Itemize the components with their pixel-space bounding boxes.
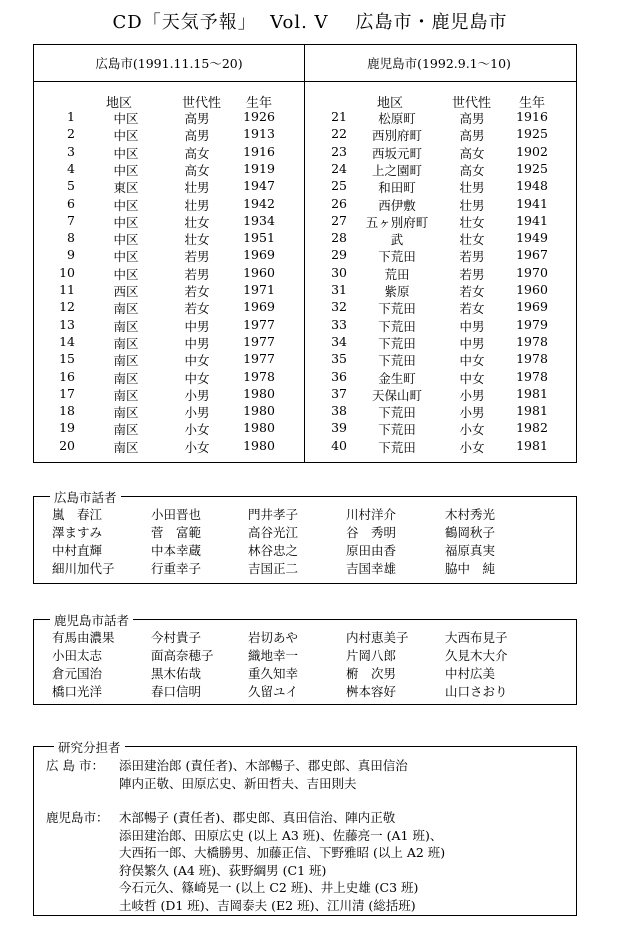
speaker-birth-year: 1979 [516,316,548,332]
narrator-name: 川村洋介 [346,507,397,522]
narrator-name: 山口さおり [445,684,508,699]
researchers-hiroshima-label: 広 島 市： [46,758,104,773]
speaker-birth-year: 1969 [243,247,275,263]
speaker-number: 16 [59,368,75,384]
table-row [34,161,574,178]
speaker-generation: 中男 [184,335,210,351]
narrator-name: 橋口光洋 [52,684,103,699]
speaker-number: 26 [331,195,347,211]
narrator-name: 内村恵美子 [346,630,409,645]
speaker-number: 12 [59,299,75,315]
speaker-number: 27 [331,212,347,228]
table-row [34,369,574,386]
narrator-name: 吉国正二 [248,561,299,576]
speaker-number: 13 [59,316,75,332]
speaker-birth-year: 1978 [516,368,548,384]
speaker-birth-year: 1913 [243,126,275,142]
researcher-line: 陣内正敬、田原広史、新田哲夫、吉田則夫 [119,775,357,791]
speaker-generation: 中男 [459,335,485,351]
speaker-area: 南区 [113,405,139,421]
speaker-birth-year: 1925 [516,126,548,142]
speaker-generation: 壮女 [184,232,210,248]
speaker-birth-year: 1980 [243,403,275,419]
narrator-name: 有馬由濃果 [52,630,115,645]
narrator-name: 菅 富範 [151,525,202,540]
speaker-generation: 壮男 [459,197,485,213]
researcher-line: 土岐哲 (D1 班)、吉岡泰夫 (E2 班)、江川清 (総括班) [119,897,416,913]
speaker-birth-year: 1951 [243,230,275,246]
speaker-generation: 小男 [459,405,485,421]
speaker-area: 松原町 [378,111,416,126]
kagoshima-heading: 鹿児島市(1992.9.1～10) [367,56,511,71]
narrator-name: 岩切あや [248,630,299,645]
speaker-generation: 小女 [184,439,210,455]
left-col-year: 生年 [246,96,273,111]
researcher-line: 添田建治郎、田原広史 (以上 A3 班)、佐藤亮一 (A1 班)、 [119,827,443,843]
speaker-area: 中区 [113,128,139,144]
speaker-generation: 壮男 [184,180,210,196]
narrator-name: 高谷光江 [248,525,299,540]
speaker-birth-year: 1980 [243,385,275,401]
speaker-generation: 高女 [459,145,485,161]
table-row [34,386,574,403]
speaker-number: 33 [331,316,347,332]
right-col-year: 生年 [519,96,546,111]
speaker-area: 西坂元町 [371,145,422,161]
speaker-generation: 若女 [184,301,210,317]
speaker-number: 39 [331,420,347,436]
hiroshima-heading: 広島市(1991.11.15～20) [95,56,243,71]
table-row [34,438,574,455]
speaker-birth-year: 1960 [516,282,548,297]
speaker-area: 金生町 [378,370,416,386]
narrator-name: 片岡八郎 [346,648,397,663]
speaker-number: 18 [59,403,75,419]
researcher-line: 狩俣繁久 (A4 班)、荻野綱男 (C1 班) [119,862,327,878]
speaker-generation: 高男 [184,111,210,126]
narrator-name: 脇中 純 [445,561,496,576]
speaker-area: 南区 [113,387,139,403]
researcher-line: 木部暢子 (責任者)、郡史郎、真田信治、陣内正敬 [119,810,396,825]
speaker-area: 下荒田 [378,249,416,265]
speaker-number: 8 [67,230,75,246]
speaker-birth-year: 1960 [243,264,275,280]
speaker-number: 20 [59,437,75,453]
table-row [34,213,574,230]
speaker-area: 中区 [113,162,139,178]
speaker-birth-year: 1977 [243,333,275,349]
narrator-name: 嵐 春江 [52,507,103,522]
speaker-generation: 小女 [459,439,485,455]
speaker-generation: 中女 [459,353,485,369]
researchers-kagoshima-label: 鹿児島市： [46,810,109,825]
table-row [34,126,574,143]
speaker-generation: 高男 [459,111,485,126]
speaker-generation: 壮女 [459,214,485,230]
speaker-area: 中区 [113,214,139,230]
speaker-number: 3 [67,143,75,159]
speaker-number: 28 [331,230,347,246]
speaker-birth-year: 1916 [243,143,275,159]
speaker-area: 西別府町 [371,128,422,144]
speaker-generation: 中女 [184,353,210,369]
speaker-birth-year: 1902 [516,143,548,159]
table-row [34,230,574,247]
table-row [34,282,574,299]
speaker-number: 29 [331,247,347,263]
speaker-area: 南区 [113,335,139,351]
speaker-number: 24 [331,160,347,176]
speaker-birth-year: 1982 [516,420,548,436]
narrator-name: 今村貴子 [151,630,202,645]
speaker-area: 南区 [113,318,139,334]
speaker-area: 中区 [113,197,139,213]
table-row [34,247,574,264]
speaker-area: 中区 [113,145,139,161]
speaker-number: 9 [67,247,75,263]
narrator-name: 織地幸一 [248,648,299,663]
speaker-area: 下荒田 [378,335,416,351]
speaker-area: 南区 [113,301,139,317]
speaker-birth-year: 1947 [243,178,275,194]
speaker-number: 19 [59,420,75,436]
speaker-generation: 中男 [184,318,210,334]
narrator-name: 中村広美 [445,666,496,681]
speaker-number: 11 [59,282,75,297]
page-title: CD「天気予報」 Vol. V 広島市・鹿児島市 [112,12,508,33]
speaker-generation: 小男 [184,405,210,421]
narrator-name: 原田由香 [346,543,397,558]
speaker-area: 和田町 [378,180,416,196]
left-col-generation: 世代性 [182,96,222,111]
researchers-legend: 研究分担者 [54,738,125,756]
speaker-birth-year: 1977 [243,316,275,332]
narrator-name: 小田太志 [52,648,103,663]
speaker-number: 17 [59,385,75,401]
hiroshima-narrators-legend: 広島市話者 [50,488,121,506]
researchers-box [33,740,577,916]
right-col-area: 地区 [377,96,404,111]
speaker-area: 南区 [113,439,139,455]
speaker-area: 南区 [113,353,139,369]
speaker-area: 上之園町 [371,162,422,178]
speaker-generation: 小女 [459,422,485,438]
narrator-name: 倉元国治 [52,666,103,681]
speaker-generation: 若女 [459,284,485,299]
speaker-generation: 若男 [184,249,210,265]
table-row [34,299,574,316]
speaker-number: 36 [331,368,347,384]
speaker-number: 4 [67,160,75,176]
narrator-name: 澤ますみ [52,525,103,540]
speaker-number: 37 [331,385,347,401]
speaker-birth-year: 1969 [516,299,548,315]
speakers-table [33,44,577,463]
speaker-birth-year: 1969 [243,299,275,315]
table-row [34,196,574,213]
hiroshima-narrators-box [33,490,577,584]
speaker-birth-year: 1941 [516,195,548,211]
speaker-area: 下荒田 [378,422,416,438]
speaker-number: 5 [67,178,75,194]
speaker-generation: 壮男 [459,180,485,196]
narrator-name: 中村直輝 [52,543,103,558]
speaker-generation: 高女 [184,162,210,178]
speaker-area: 下荒田 [378,405,416,421]
speaker-birth-year: 1971 [243,282,275,297]
speaker-area: 天保山町 [371,387,422,403]
speaker-number: 7 [67,212,75,228]
speaker-birth-year: 1981 [516,385,548,401]
table-row [34,265,574,282]
narrator-name: 行重幸子 [151,561,202,576]
speaker-area: 南区 [113,422,139,438]
speaker-area: 西区 [113,284,139,299]
speaker-area: 荒田 [384,266,410,282]
speaker-number: 10 [59,264,75,280]
speaker-generation: 若男 [459,266,485,282]
speaker-birth-year: 1978 [516,351,548,367]
speaker-generation: 高女 [459,162,485,178]
researcher-line: 添田建治郎 (責任者)、木部暢子、郡史郎、真田信治 [119,758,408,773]
speaker-number: 31 [331,282,347,297]
table-row [34,351,574,368]
speaker-generation: 壮女 [184,214,210,230]
left-col-area: 地区 [106,96,133,111]
narrator-name: 谷 秀明 [346,525,397,540]
narrator-name: 小田晋也 [151,507,202,522]
speaker-birth-year: 1919 [243,160,275,176]
speaker-generation: 高女 [184,145,210,161]
narrator-name: 久見木大介 [445,648,508,663]
speaker-number: 2 [67,126,75,142]
narrator-name: 椨 次男 [346,666,397,681]
speaker-area: 中区 [113,249,139,265]
speaker-generation: 中女 [459,370,485,386]
speaker-birth-year: 1967 [516,247,548,263]
speaker-birth-year: 1977 [243,351,275,367]
narrator-name: 門井孝子 [248,507,299,522]
narrator-name: 大西布見子 [445,630,508,645]
speaker-generation: 高男 [184,128,210,144]
narrator-name: 林谷忠之 [248,543,299,558]
speaker-number: 35 [331,351,347,367]
speaker-birth-year: 1978 [516,333,548,349]
speaker-generation: 中男 [459,318,485,334]
speaker-generation: 小男 [459,387,485,403]
narrator-name: 桝本容好 [346,684,397,699]
speaker-number: 6 [67,195,75,211]
speaker-generation: 小女 [184,422,210,438]
speaker-birth-year: 1981 [516,437,548,453]
narrator-name: 吉国幸雄 [346,561,397,576]
speaker-area: 中区 [113,232,139,248]
researcher-line: 今石元久、篠崎晃一 (以上 C2 班)、井上史雄 (C3 班) [119,880,419,895]
speaker-birth-year: 1948 [516,178,548,194]
speaker-area: 紫原 [384,284,410,299]
speaker-number: 30 [331,264,347,280]
speaker-number: 38 [331,403,347,419]
speaker-generation: 高男 [459,128,485,144]
right-col-generation: 世代性 [452,96,492,111]
narrator-name: 面高奈穂子 [151,648,214,663]
speaker-birth-year: 1949 [516,230,548,246]
narrator-name: 鶴岡秋子 [445,525,496,540]
speaker-birth-year: 1981 [516,403,548,419]
kagoshima-narrators-legend: 鹿児島市話者 [50,611,133,629]
speaker-number: 15 [59,351,75,367]
speaker-generation: 若男 [184,266,210,282]
speaker-generation: 小男 [184,387,210,403]
narrator-name: 木村秀光 [445,507,496,522]
table-row [34,403,574,420]
speaker-birth-year: 1916 [516,109,548,124]
speaker-birth-year: 1926 [243,109,275,124]
researcher-line: 大西拓一郎、大橋勝男、加藤正信、下野雅昭 (以上 A2 班) [119,845,446,860]
kagoshima-narrators-box [33,613,577,705]
speaker-generation: 若男 [459,249,485,265]
speaker-number: 1 [67,109,75,124]
speaker-birth-year: 1942 [243,195,275,211]
speaker-birth-year: 1970 [516,264,548,280]
table-row [34,317,574,334]
table-row [34,178,574,195]
speaker-area: 下荒田 [378,439,416,455]
header-divider [34,81,576,82]
narrator-name: 春口信明 [151,684,202,699]
speaker-number: 40 [331,437,347,453]
speaker-generation: 若女 [459,301,485,317]
table-row [34,144,574,161]
table-row [34,420,574,437]
speaker-number: 21 [331,109,347,124]
table-row [34,109,574,126]
speaker-birth-year: 1978 [243,368,275,384]
speaker-birth-year: 1980 [243,437,275,453]
speaker-birth-year: 1934 [243,212,275,228]
speaker-number: 14 [59,333,75,349]
narrator-name: 黒木佑哉 [151,666,202,681]
speaker-birth-year: 1980 [243,420,275,436]
speaker-area: 下荒田 [378,301,416,317]
narrator-name: 重久知幸 [248,666,299,681]
narrator-name: 久留ユイ [248,684,299,699]
narrator-name: 福原真実 [445,543,496,558]
speaker-generation: 若女 [184,284,210,299]
speaker-number: 34 [331,333,347,349]
speaker-area: 中区 [113,111,139,126]
speaker-area: 武 [390,232,404,248]
speaker-number: 25 [331,178,347,194]
speaker-number: 22 [331,126,347,142]
speaker-area: 南区 [113,370,139,386]
speaker-area: 五ヶ別府町 [365,214,429,230]
speaker-area: 西伊敷 [378,197,416,213]
speaker-number: 23 [331,143,347,159]
speaker-generation: 中女 [184,370,210,386]
speaker-area: 下荒田 [378,353,416,369]
speaker-area: 下荒田 [378,318,416,334]
speaker-area: 中区 [113,266,139,282]
speaker-birth-year: 1941 [516,212,548,228]
speaker-birth-year: 1925 [516,160,548,176]
speaker-number: 32 [331,299,347,315]
speaker-generation: 壮女 [459,232,485,248]
narrator-name: 中本幸蔵 [151,543,202,558]
speaker-generation: 壮男 [184,197,210,213]
speaker-area: 東区 [113,180,139,196]
narrator-name: 細川加代子 [52,561,115,576]
table-row [34,334,574,351]
